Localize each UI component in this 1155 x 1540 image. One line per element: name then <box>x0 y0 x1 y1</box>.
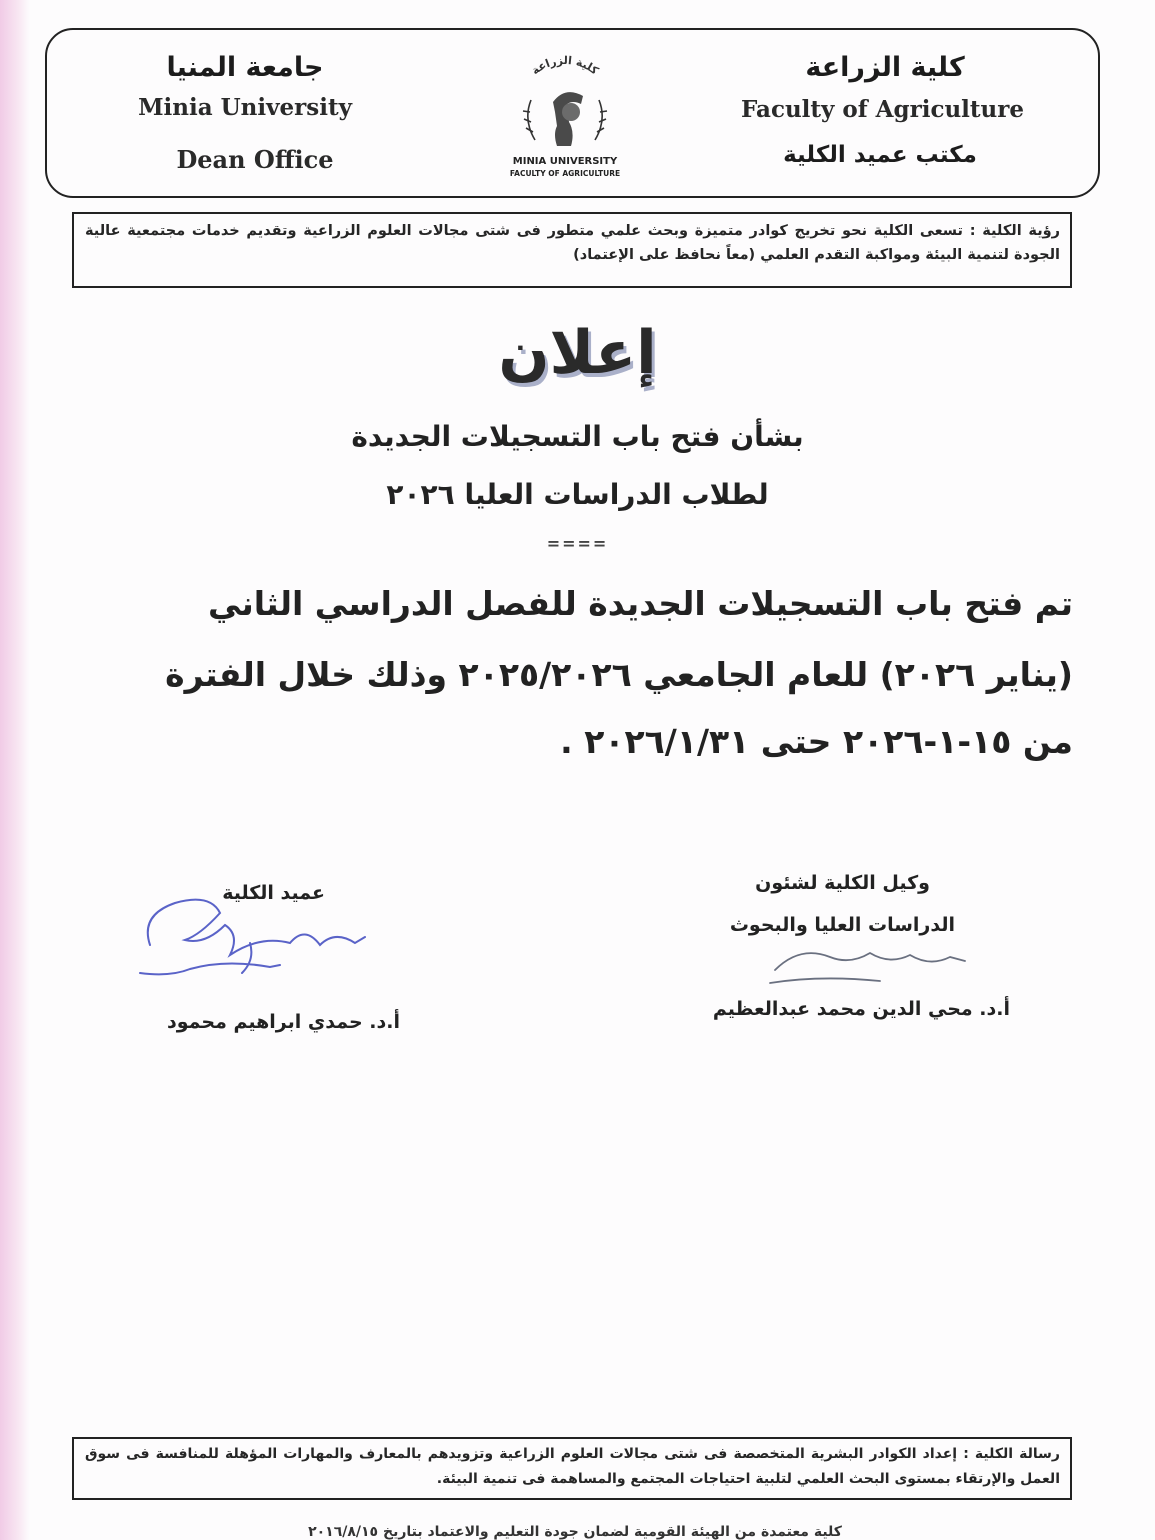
university-arabic-title: جامعة المنيا <box>166 52 324 83</box>
university-english-title: Minia University <box>138 94 352 121</box>
faculty-english-title: Faculty of Agriculture <box>740 96 1025 123</box>
announcement-body-line-2: (يناير ٢٠٢٦) للعام الجامعي ٢٠٢٥/٢٠٢٦ وذلك خلال الفترة <box>165 655 1073 694</box>
vision-statement: رؤية الكلية : تسعى الكلية نحو تخريج كوادر متميزة وبحث علمي متطور فى شتى مجالات العلوم الزراعية وتقديم خدمات مجتمعية عالية الجودة لتنمية البيئة ومواكبة التقدم العلمي (معاً نحافظ على الإعتماد) <box>85 223 1060 263</box>
logo-caption-2: FACULTY OF AGRICULTURE <box>509 169 621 178</box>
separator-line: ==== <box>546 534 609 553</box>
logo-arc-text: كلية الزراعة <box>529 53 601 78</box>
vice-dean-name: أ.د. محي الدين محمد عبدالعظيم <box>712 998 1010 1020</box>
announcement-title: إعلان <box>498 318 657 388</box>
dean-signature <box>130 885 380 995</box>
dean-office-arabic: مكتب عميد الكلية <box>783 142 977 168</box>
dean-title: عميد الكلية <box>222 882 325 904</box>
logo-caption-1: MINIA UNIVERSITY <box>512 156 618 167</box>
svg-text:كلية الزراعة <box>529 54 601 78</box>
vice-dean-title-line-2: الدراسات العليا والبحوث <box>729 914 955 936</box>
announcement-subtitle-2: لطلاب الدراسات العليا ٢٠٢٦ <box>386 478 769 511</box>
accreditation-footer: كلية معتمدة من الهيئة القومية لضمان جودة التعليم والاعتماد بتاريخ ٢٠١٦/٨/١٥ <box>308 1524 842 1540</box>
announcement-body-line-1: تم فتح باب التسجيلات الجديدة للفصل الدراسي الثاني <box>207 584 1073 623</box>
announcement-subtitle-1: بشأن فتح باب التسجيلات الجديدة <box>351 420 804 453</box>
mission-statement: رسالة الكلية : إعداد الكوادر البشرية المتخصصة فى شتى مجالات العلوم الزراعية وتزويدهم بالمعارف والمهارات المؤهلة للمنافسة فى سوق العمل والإرتقاء بمستوى البحث العلمي لتلبية احتياجات المجتمع والمساهمة فى تنمية البيئة. <box>85 1446 1060 1487</box>
faculty-arabic-title: كلية الزراعة <box>805 52 965 83</box>
scan-edge-tint <box>0 0 30 1540</box>
dean-office-english: Dean Office <box>176 145 334 174</box>
dean-name: أ.د. حمدي ابراهيم محمود <box>166 1011 400 1033</box>
announcement-body-line-3: من ١٥-١-٢٠٢٦ حتى ٢٠٢٦/١/٣١ . <box>560 722 1073 761</box>
vice-dean-signature <box>760 935 980 995</box>
vice-dean-title-line-1: وكيل الكلية لشئون <box>755 872 930 894</box>
